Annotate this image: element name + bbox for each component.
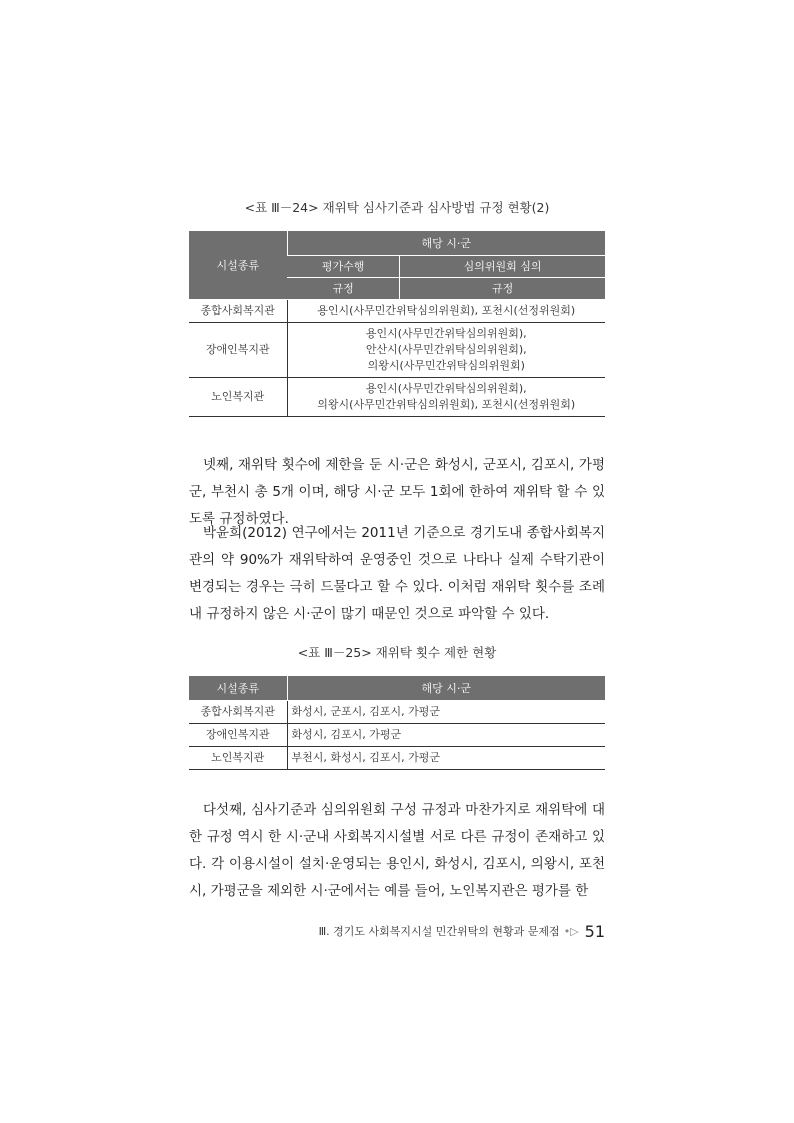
region-cell: 부천시, 화성시, 김포시, 가평군 bbox=[287, 746, 605, 769]
paragraph-text: 다섯째, 심사기준과 심의위원회 구성 규정과 마찬가지로 재위탁에 대한 규정 역시 한 시·군내 사회복지시설별 서로 다른 규정이 존재하고 있다. 각 이용시설이 설치·운영되는 용인시, 화성시, 김포시, 의왕시, 포천시, 가평군을 제외한 시·군에서는 예를 들어, 노인복지관은 평가를 한 bbox=[189, 802, 605, 899]
column-subheader-committee-rule: 규정 bbox=[400, 277, 605, 299]
column-header-committee-review: 심의위원회 심의 bbox=[400, 255, 605, 277]
review-criteria-table bbox=[189, 231, 605, 417]
table-row bbox=[189, 377, 605, 416]
column-subheader-evaluation-rule: 규정 bbox=[287, 277, 400, 299]
table-row bbox=[189, 299, 605, 322]
facility-name: 장애인복지관 bbox=[189, 322, 287, 377]
column-header-region-group: 해당 시·군 bbox=[287, 231, 605, 255]
region-line: 용인시(사무민간위탁심의위원회), bbox=[365, 381, 527, 395]
body-paragraph bbox=[189, 797, 605, 905]
page-footer bbox=[280, 922, 605, 941]
region-cell: 화성시, 김포시, 가평군 bbox=[287, 723, 605, 746]
facility-name: 종합사회복지관 bbox=[189, 700, 287, 723]
retrust-limit-table bbox=[189, 676, 605, 770]
table-caption: <표 Ⅲ－24> 재위탁 심사기준과 심사방법 규정 현황(2) bbox=[244, 200, 550, 215]
table-row bbox=[189, 322, 605, 377]
chevron-right-icon: •▷ bbox=[563, 925, 579, 938]
table-row bbox=[189, 746, 605, 769]
region-cell bbox=[287, 299, 605, 322]
table-row bbox=[189, 700, 605, 723]
table-row bbox=[189, 723, 605, 746]
column-header-facility-type: 시설종류 bbox=[189, 676, 287, 700]
facility-name: 장애인복지관 bbox=[189, 723, 287, 746]
facility-name: 노인복지관 bbox=[189, 746, 287, 769]
column-header-regions: 해당 시·군 bbox=[287, 676, 605, 700]
paragraph-text: 넷째, 재위탁 횟수에 제한을 둔 시·군은 화성시, 군포시, 김포시, 가평군, 부천시 총 5개 이며, 해당 시·군 모두 1회에 한하여 재위탁 할 수 있도록 규정하였다. bbox=[189, 457, 605, 527]
facility-name: 종합사회복지관 bbox=[189, 299, 287, 322]
region-line: 안산시(사무민간위탁심의위원회), bbox=[365, 342, 527, 356]
table-caption: <표 Ⅲ－25> 재위탁 횟수 제한 현황 bbox=[297, 645, 497, 660]
region-line: 용인시(사무민간위탁심의위원회), bbox=[365, 326, 527, 340]
region-line: 의왕시(사무민간위탁심의위원회) bbox=[367, 358, 525, 372]
chapter-title: Ⅲ. 경기도 사회복지시설 민간위탁의 현황과 문제점 bbox=[318, 925, 560, 938]
region-cell bbox=[287, 322, 605, 377]
paragraph-text: 박윤희(2012) 연구에서는 2011년 기준으로 경기도내 종합사회복지관의 약 90%가 재위탁하여 운영중인 것으로 나타나 실제 수탁기관이 변경되는 경우는 극히 드물다고 할 수 있다. 이처럼 재위탁 횟수를 조례 내 규정하지 않은 시·군이 많기 때문인 것으로 파악할 수 있다. bbox=[189, 525, 605, 622]
region-cell bbox=[287, 377, 605, 416]
column-header-evaluation: 평가수행 bbox=[287, 255, 400, 277]
body-paragraph bbox=[189, 520, 605, 628]
facility-name: 노인복지관 bbox=[189, 377, 287, 416]
region-line: 의왕시(사무민간위탁심의위원회), 포천시(선정위원회) bbox=[317, 397, 576, 411]
region-cell: 화성시, 군포시, 김포시, 가평군 bbox=[287, 700, 605, 723]
page-number: 51 bbox=[584, 922, 605, 941]
region-line: 용인시(사무민간위탁심의위원회), 포천시(선정위원회) bbox=[317, 303, 576, 317]
column-header-facility-type: 시설종류 bbox=[189, 231, 287, 299]
